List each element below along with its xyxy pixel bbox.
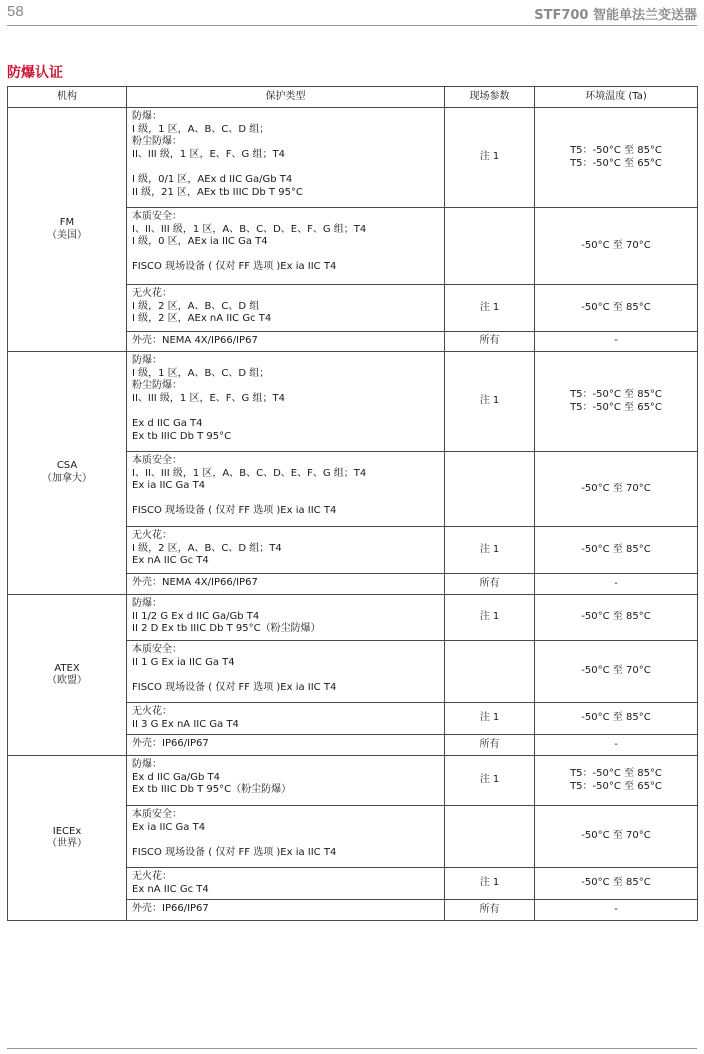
temperature-line: T5：-50°C 至 85°C (570, 768, 662, 780)
temperature-line: T5：-50°C 至 85°C (570, 388, 662, 400)
protection-type-cell (127, 703, 445, 735)
field-parameter-cell: 注 1 (445, 108, 535, 208)
protection-line: 本质安全： (132, 211, 182, 222)
agency-cell (8, 756, 127, 921)
agency-name: IECEx (52, 825, 82, 837)
protection-type-cell (127, 108, 445, 208)
protection-line: FISCO 现场设备 ( 仅对 FF 选项 )Ex ia IIC T4 (132, 505, 337, 517)
field-parameter-cell (445, 641, 535, 703)
column-header-agency: 机构 (8, 87, 127, 108)
protection-line: I 级，2 区，AEx nA IIC Gc T4 (132, 313, 272, 325)
agency-name: ATEX (54, 662, 80, 674)
temperature-line: -50°C 至 85°C (581, 877, 651, 889)
field-parameter-cell: 所有 (445, 900, 535, 921)
temperature-line: - (614, 577, 618, 589)
field-parameter-cell: 所有 (445, 332, 535, 352)
protection-line (132, 405, 440, 418)
agency-name: （世界） (47, 838, 87, 850)
protection-type-cell (127, 452, 445, 527)
protection-line: II 2 D Ex tb IIIC Db T 95°C（粉尘防爆） (132, 623, 321, 635)
agency-name: （美国） (47, 229, 87, 241)
protection-type-cell (127, 641, 445, 703)
protection-type-cell (127, 352, 445, 452)
ambient-temperature-cell (535, 352, 698, 452)
protection-line (132, 669, 440, 682)
protection-line: Ex ia IIC Ga T4 (132, 480, 206, 492)
field-parameter-cell (445, 452, 535, 527)
section-title: 防爆认证 (7, 65, 63, 81)
protection-line (132, 249, 440, 262)
agency-name: （加拿大） (42, 473, 92, 484)
temperature-line: T5：-50°C 至 65°C (570, 157, 662, 169)
protection-type-cell (127, 527, 445, 574)
ambient-temperature-cell (535, 574, 698, 595)
agency-name: FM (59, 216, 75, 228)
protection-line: II 1/2 G Ex d IIC Ga/Gb T4 (132, 610, 260, 622)
protection-line: 本质安全： (132, 809, 182, 821)
agency-cell (8, 352, 127, 595)
temperature-line: - (614, 335, 618, 347)
ambient-temperature-cell (535, 900, 698, 921)
temperature-line: -50°C 至 85°C (581, 301, 651, 313)
page-number: 58 (7, 3, 24, 20)
protection-line: 粉尘防爆： (132, 380, 182, 392)
temperature-line: -50°C 至 70°C (581, 482, 651, 494)
field-parameter-cell: 注 1 (445, 703, 535, 735)
certification-table (7, 86, 698, 921)
protection-line: 无火花： (132, 706, 172, 717)
protection-line: I 级，1 区，A、B、C、D 组； (132, 123, 270, 135)
protection-line (132, 493, 440, 506)
ambient-temperature-cell (535, 735, 698, 756)
ambient-temperature-cell (535, 595, 698, 641)
field-parameter-cell: 注 1 (445, 527, 535, 574)
temperature-line: -50°C 至 70°C (581, 830, 651, 842)
protection-line: Ex nA IIC Gc T4 (132, 883, 209, 895)
temperature-line: -50°C 至 85°C (581, 611, 651, 623)
agency-cell (8, 595, 127, 756)
field-parameter-cell: 注 1 (445, 285, 535, 332)
column-header-ambient-temperature: 环境温度 (Ta) (535, 87, 698, 108)
temperature-line: - (614, 738, 618, 750)
page-header (7, 0, 697, 26)
protection-line: FISCO 现场设备 ( 仅对 FF 选项 )Ex ia IIC T4 (132, 681, 337, 693)
column-header-protection-type: 保护类型 (127, 87, 445, 108)
protection-type-cell (127, 574, 445, 595)
protection-type-cell (127, 332, 445, 352)
protection-type-cell (127, 285, 445, 332)
agency-name: CSA (56, 460, 78, 472)
table-body (8, 108, 698, 921)
protection-line: 本质安全： (132, 455, 182, 466)
ambient-temperature-cell (535, 332, 698, 352)
table-header-row (8, 87, 698, 108)
protection-line: I、II、III 级，1 区，A、B、C、D、E、F、G 组；T4 (132, 223, 367, 235)
protection-line: Ex ia IIC Ga T4 (132, 821, 206, 833)
protection-line: 无火花： (132, 871, 172, 883)
protection-line: FISCO 现场设备 ( 仅对 FF 选项 )Ex ia IIC T4 (132, 846, 337, 858)
ambient-temperature-cell (535, 868, 698, 900)
protection-line: Ex tb IIIC Db T 95°C (132, 430, 232, 442)
table-row (8, 595, 698, 641)
temperature-line: - (614, 904, 618, 916)
protection-type-cell (127, 868, 445, 900)
protection-line: 防爆： (132, 111, 162, 122)
footer-rule (7, 1048, 697, 1049)
ambient-temperature-cell (535, 108, 698, 208)
field-parameter-cell: 注 1 (445, 868, 535, 900)
temperature-line: -50°C 至 70°C (581, 239, 651, 251)
ambient-temperature-cell (535, 527, 698, 574)
protection-type-cell (127, 735, 445, 756)
protection-line: II、III 级，1 区，E、F、G 组；T4 (132, 148, 285, 160)
agency-cell (8, 108, 127, 352)
table-row (8, 756, 698, 806)
protection-line: FISCO 现场设备 ( 仅对 FF 选项 )Ex ia IIC T4 (132, 261, 337, 273)
protection-line (132, 161, 440, 174)
protection-line: I 级，2 区，A、B、C、D 组 (132, 300, 260, 312)
protection-line: Ex nA IIC Gc T4 (132, 555, 209, 567)
field-parameter-cell (445, 208, 535, 285)
protection-line: II 级，21 区，AEx tb IIIC Db T 95°C (132, 186, 303, 198)
temperature-line: T5：-50°C 至 65°C (570, 780, 662, 792)
protection-line: II 1 G Ex ia IIC Ga T4 (132, 656, 235, 668)
field-parameter-cell: 所有 (445, 574, 535, 595)
protection-line: 外壳：IP66/IP67 (132, 903, 209, 915)
field-parameter-cell: 所有 (445, 735, 535, 756)
protection-type-cell (127, 806, 445, 868)
protection-line: 防爆： (132, 598, 162, 609)
field-parameter-cell (445, 806, 535, 868)
protection-line: Ex d IIC Ga/Gb T4 (132, 771, 220, 783)
protection-type-cell (127, 595, 445, 641)
protection-type-cell (127, 900, 445, 921)
protection-line: 无火花： (132, 288, 172, 299)
header-rule (7, 25, 697, 26)
ambient-temperature-cell (535, 285, 698, 332)
column-header-field-parameters: 现场参数 (445, 87, 535, 108)
temperature-line: -50°C 至 70°C (581, 665, 651, 677)
temperature-line: -50°C 至 85°C (581, 543, 651, 555)
protection-line: 外壳：IP66/IP67 (132, 738, 209, 750)
protection-line: 无火花： (132, 530, 172, 541)
protection-line: I 级，2 区，A、B、C、D 组；T4 (132, 542, 282, 554)
field-parameter-cell: 注 1 (445, 352, 535, 452)
table-row (8, 352, 698, 452)
agency-name: （欧盟） (47, 675, 87, 687)
protection-line: I 级，0 区，AEx ia IIC Ga T4 (132, 236, 268, 248)
protection-line: 外壳：NEMA 4X/IP66/IP67 (132, 335, 258, 346)
protection-line: I 级，0/1 区，AEx d IIC Ga/Gb T4 (132, 173, 293, 185)
table-row (8, 108, 698, 208)
protection-type-cell (127, 208, 445, 285)
ambient-temperature-cell (535, 208, 698, 285)
temperature-line: -50°C 至 85°C (581, 712, 651, 724)
document-title: STF700 智能单法兰变送器 (534, 8, 697, 23)
ambient-temperature-cell (535, 703, 698, 735)
protection-line: I、II、III 级，1 区，A、B、C、D、E、F、G 组；T4 (132, 467, 367, 479)
protection-line: II、III 级，1 区，E、F、G 组；T4 (132, 392, 285, 404)
ambient-temperature-cell (535, 641, 698, 703)
field-parameter-cell: 注 1 (445, 595, 535, 641)
protection-line (132, 834, 440, 847)
protection-line: Ex d IIC Ga T4 (132, 417, 203, 429)
protection-line: 防爆： (132, 355, 162, 366)
temperature-line: T5：-50°C 至 65°C (570, 401, 662, 413)
protection-line: I 级，1 区，A、B、C、D 组； (132, 367, 270, 379)
protection-line: II 3 G Ex nA IIC Ga T4 (132, 718, 239, 730)
protection-line: 外壳：NEMA 4X/IP66/IP67 (132, 577, 258, 588)
protection-line: 粉尘防爆： (132, 136, 182, 148)
protection-line: 本质安全： (132, 644, 182, 655)
ambient-temperature-cell (535, 452, 698, 527)
field-parameter-cell: 注 1 (445, 756, 535, 806)
protection-line: 防爆： (132, 759, 162, 771)
protection-line: Ex tb IIIC Db T 95°C（粉尘防爆） (132, 784, 292, 796)
ambient-temperature-cell (535, 756, 698, 806)
ambient-temperature-cell (535, 806, 698, 868)
temperature-line: T5：-50°C 至 85°C (570, 144, 662, 156)
protection-type-cell (127, 756, 445, 806)
